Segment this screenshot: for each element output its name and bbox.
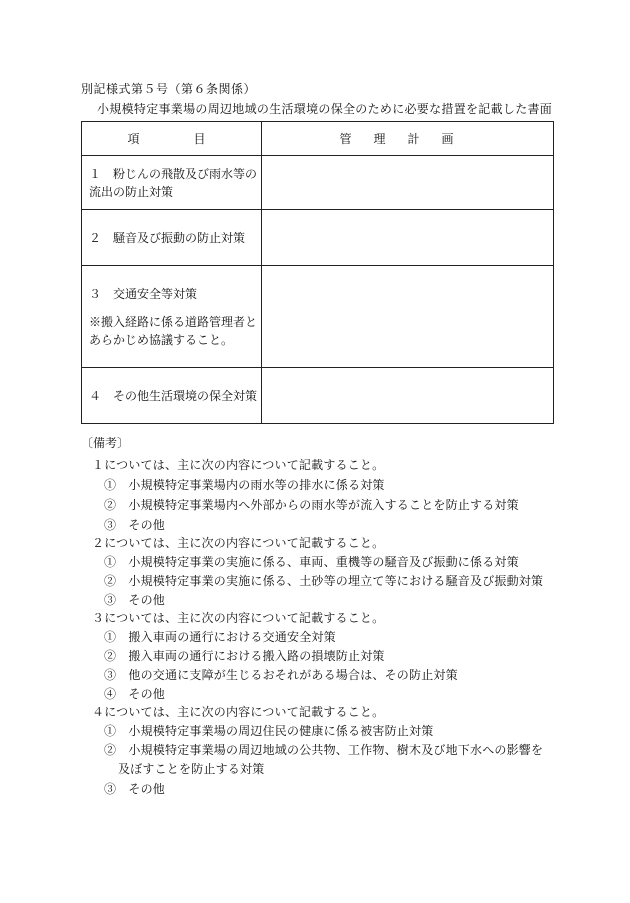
- table-row: [82, 156, 554, 210]
- item-cell: [82, 368, 262, 424]
- plan-cell[interactable]: [262, 368, 554, 424]
- table-row: [82, 210, 554, 266]
- note-item: ② 搬入車両の通行における搬入路の損壊防止対策: [104, 649, 385, 663]
- item-cell: [82, 156, 262, 210]
- item-cell: [82, 210, 262, 266]
- note-item: ③ 他の交通に支障が生じるおそれがある場合は、その防止対策: [104, 668, 458, 682]
- note-intro: ４については、主に次の内容について記載すること。: [92, 705, 385, 719]
- item-label: ３ 交通安全等対策: [89, 286, 198, 301]
- plan-cell[interactable]: [262, 156, 554, 210]
- plan-cell[interactable]: [262, 266, 554, 368]
- item-cell: [82, 266, 262, 368]
- header-item: 項 目: [82, 122, 262, 156]
- table-header-row: [82, 122, 554, 156]
- note-item: ③ その他: [104, 782, 166, 796]
- note-item: [104, 741, 544, 779]
- note-intro: ２については、主に次の内容について記載すること。: [92, 536, 385, 550]
- item-note: ※搬入経路に係る道路管理者とあらかじめ協議すること。: [89, 314, 258, 347]
- note-item: ③ その他: [104, 518, 166, 532]
- notes-heading: 〔備考〕: [81, 436, 130, 450]
- item-label: ４ その他生活環境の保全対策: [89, 388, 258, 403]
- note-item-text: ② 小規模特定事業場の周辺地域の公共物、工作物、樹木及び地下水への影響を及ぼすことを防止する対策: [104, 743, 544, 776]
- note-intro: １については、主に次の内容について記載すること。: [92, 458, 385, 472]
- table-row: [82, 368, 554, 424]
- note-item: ② 小規模特定事業の実施に係る、土砂等の埋立て等における騒音及び振動対策: [104, 574, 544, 588]
- plan-cell[interactable]: [262, 210, 554, 266]
- note-item: ④ その他: [104, 687, 166, 701]
- note-intro: ３については、主に次の内容について記載すること。: [92, 611, 385, 625]
- form-number: 別記様式第５号（第６条関係）: [81, 82, 257, 96]
- item-label: １ 粉じんの飛散及び雨水等の流出の防止対策: [89, 166, 258, 199]
- note-item: ① 搬入車両の通行における交通安全対策: [104, 630, 336, 644]
- header-plan: 管理計画: [262, 122, 554, 156]
- note-item: ① 小規模特定事業場の周辺住民の健康に係る被害防止対策: [104, 724, 434, 738]
- note-item: ③ その他: [104, 593, 166, 607]
- plan-table: [81, 121, 554, 424]
- item-label: ２ 騒音及び振動の防止対策: [89, 230, 246, 245]
- note-item: ① 小規模特定事業場内の雨水等の排水に係る対策: [104, 478, 385, 492]
- note-item: ② 小規模特定事業場内へ外部からの雨水等が流入することを防止する対策: [104, 498, 519, 512]
- document-title: 小規模特定事業場の周辺地域の生活環境の保全のために必要な措置を記載した書面: [97, 102, 553, 116]
- note-item: ① 小規模特定事業の実施に係る、車両、重機等の騒音及び振動に係る対策: [104, 555, 519, 569]
- table-row: [82, 266, 554, 368]
